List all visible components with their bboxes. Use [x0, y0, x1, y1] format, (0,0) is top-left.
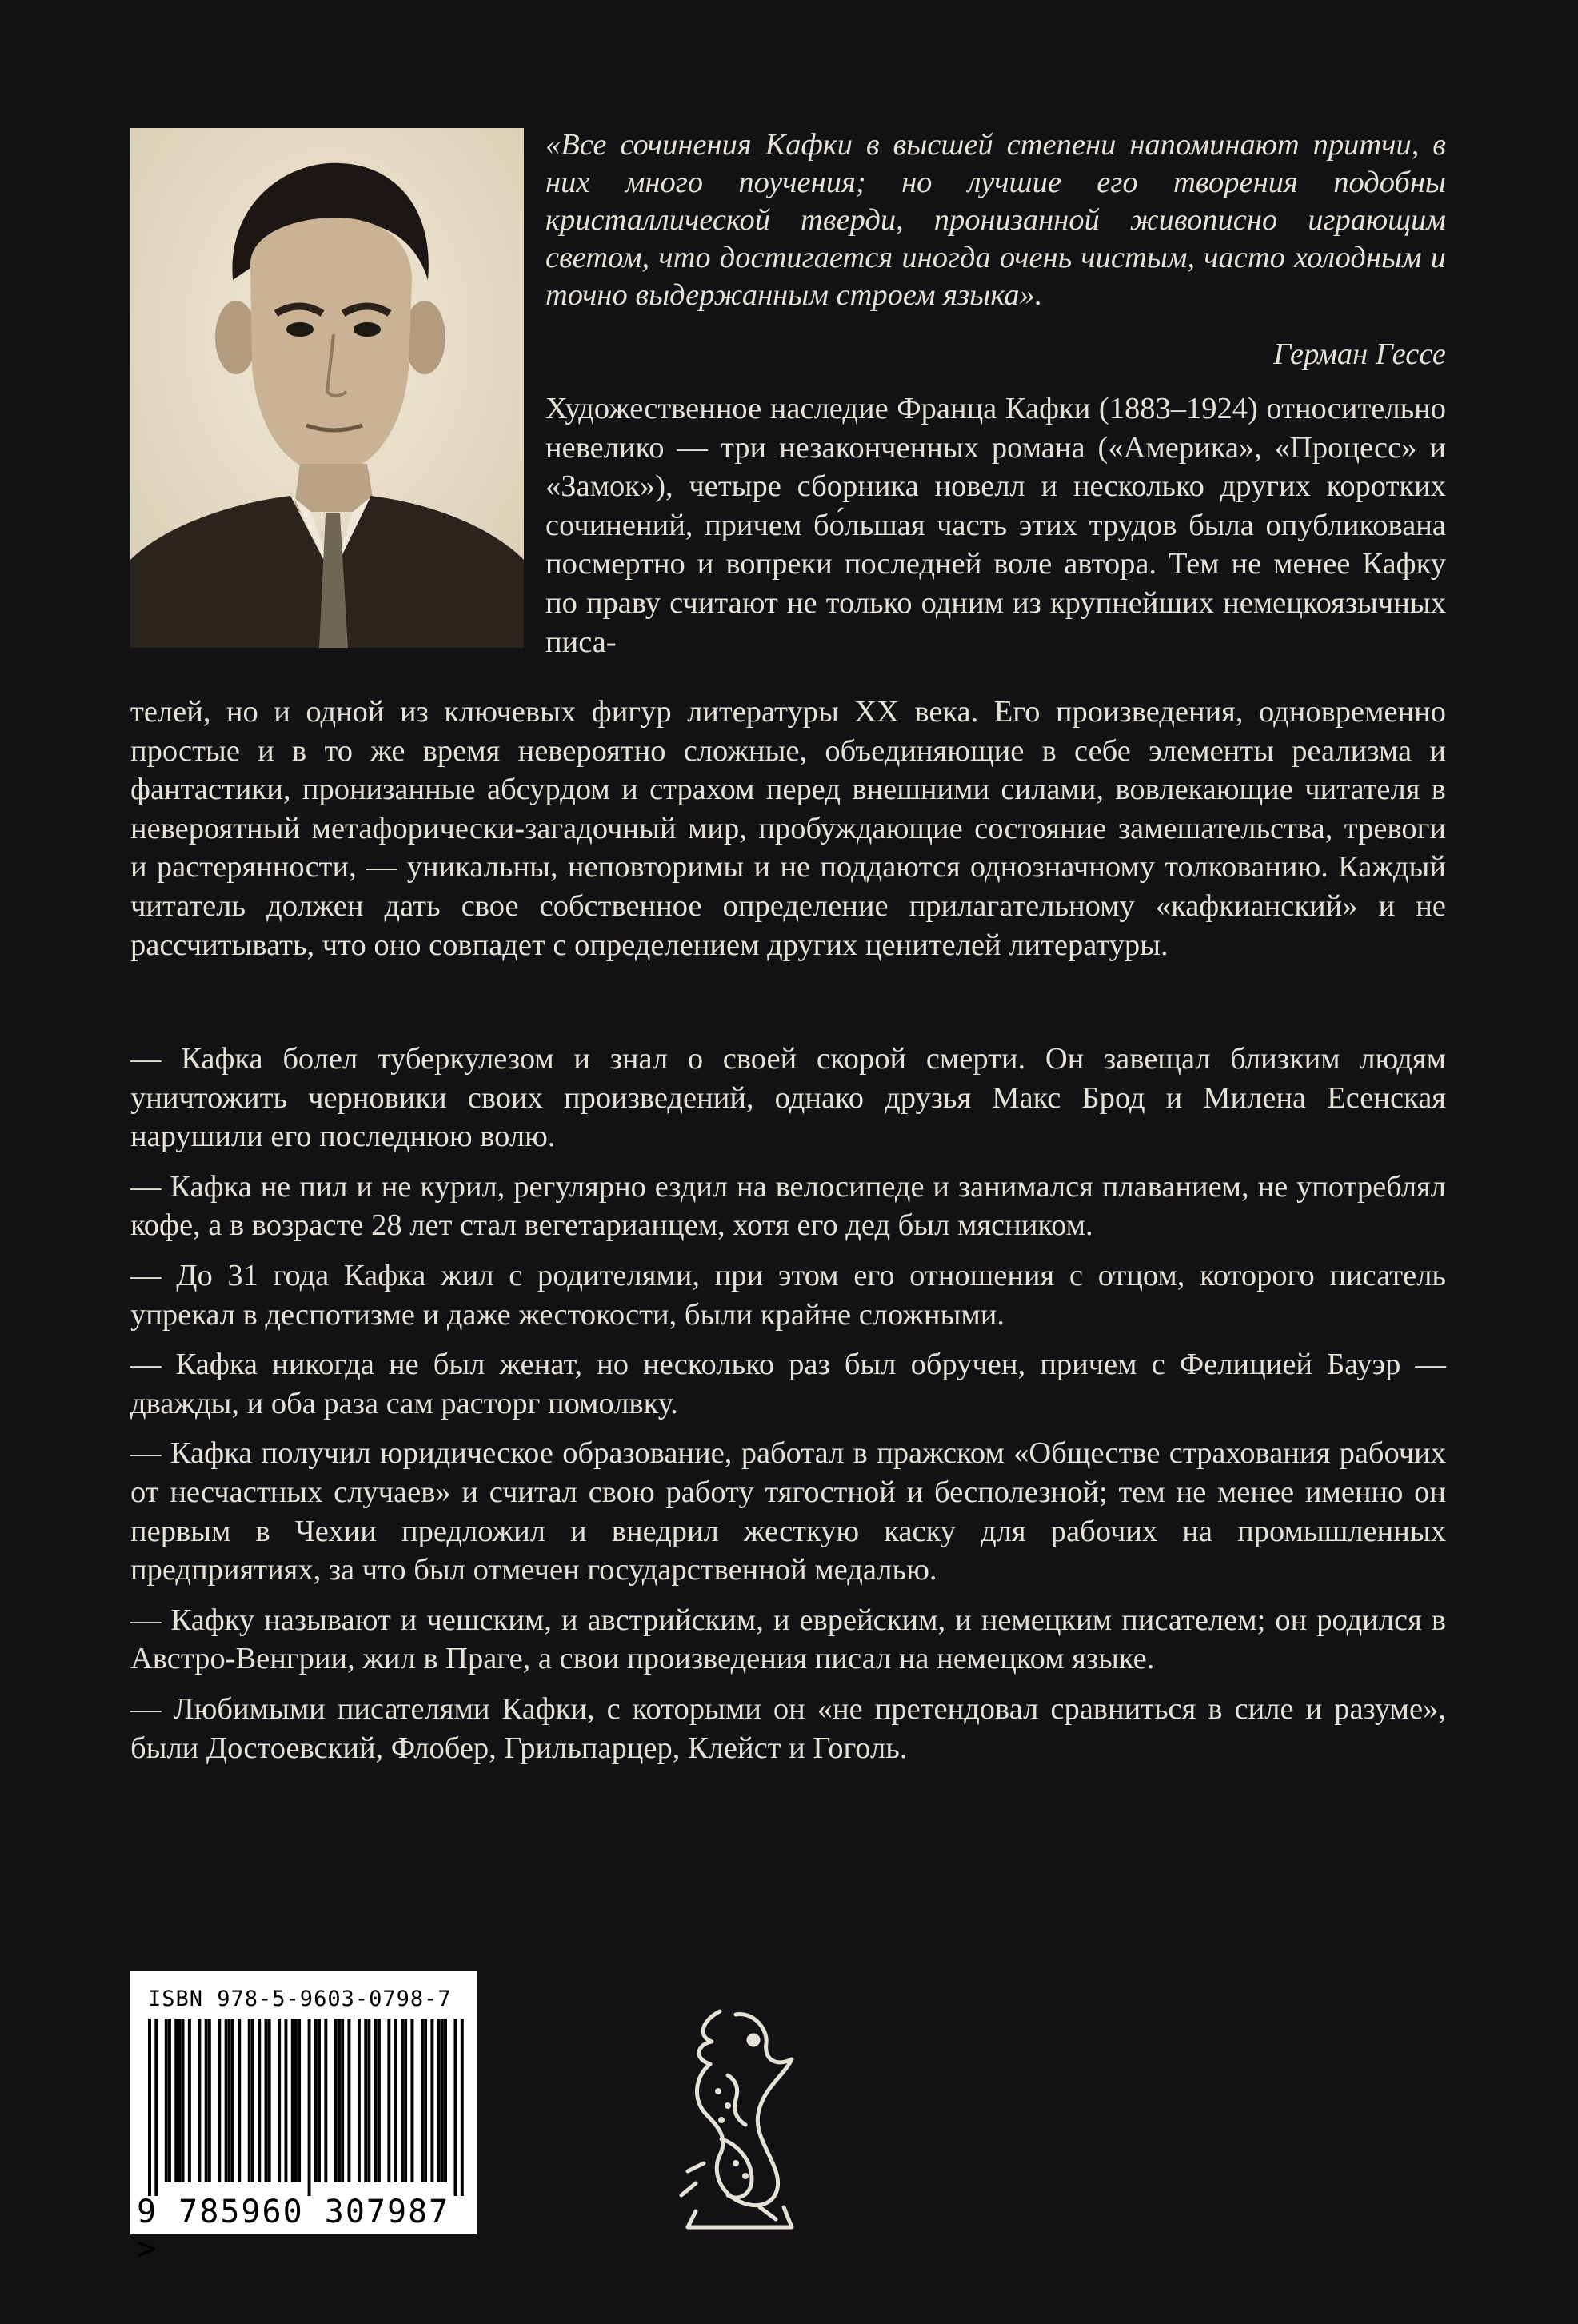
fact-item: — Кафка не пил и не курил, регулярно ездил на велосипеде и занимался плаванием, не употреблял кофе, а в возрасте 28 лет стал вегетарианцем, хотя его дед был мясником. — [130, 1169, 1446, 1243]
barcode-bar — [228, 2019, 231, 2182]
barcode-bar — [441, 2019, 444, 2182]
barcode-bar — [387, 2019, 390, 2182]
barcode-bar — [225, 2019, 228, 2182]
barcode-bar — [238, 2019, 241, 2182]
barcode-bar — [378, 2019, 381, 2182]
barcode-bar — [174, 2019, 178, 2182]
barcode-bar — [294, 2019, 298, 2182]
barcode-bar — [154, 2019, 158, 2196]
barcode-bar — [198, 2019, 201, 2182]
barcode-bar — [231, 2019, 234, 2182]
barcode-bar — [248, 2019, 251, 2182]
barcode-bar — [374, 2019, 378, 2182]
barcode-bar — [358, 2019, 361, 2182]
barcode-bar — [430, 2019, 433, 2182]
barcode-bar — [410, 2019, 413, 2182]
barcode-bar — [284, 2019, 287, 2182]
barcode-bar — [444, 2019, 447, 2182]
author-portrait-photo — [130, 128, 524, 648]
barcode-bar — [182, 2019, 185, 2182]
barcode-bar — [364, 2019, 367, 2182]
barcode-bar — [168, 2019, 171, 2182]
fact-item: — Кафку называют и чешским, и австрийским, и еврейским, и немецким писателем; он родился в Австро-Венгрии, жил в Праге, а свои произведения писал на немецком языке. — [130, 1603, 1446, 1676]
barcode-bar — [461, 2019, 464, 2196]
barcode-bar — [268, 2019, 271, 2182]
barcode-bar — [165, 2019, 168, 2182]
barcode-bar — [437, 2019, 441, 2182]
epigraph-author: Герман Гессе — [1273, 337, 1446, 371]
fact-item: — Любимыми писателями Кафки, с которыми он «не претендовал сравниться в силе и разуме», были Достоевский, Флобер, Грильпарцер, Клейст и Гоголь. — [130, 1691, 1446, 1765]
barcode-bar — [338, 2019, 341, 2182]
isbn-label: ISBN 978-5-9603-0798-7 — [148, 1987, 452, 2011]
epigraph-quote: «Все сочинения Кафки в высшей степени напоминают притчи, в них много поучения; но лучшие его творения подобны кристаллической тверди, пронизанной живописно играющим светом, что достигается иногда очень чистым, часто холодным и точно выдержанным строем языка». — [545, 128, 1446, 312]
barcode-bar — [324, 2019, 327, 2182]
barcode-bar — [401, 2019, 404, 2182]
publisher-dragon-logo — [672, 2003, 800, 2235]
barcode-bar — [341, 2019, 344, 2182]
fact-item: — До 31 года Кафка жил с родителями, при этом его отношения с отцом, которого писатель упрекал в деспотизме и даже жестокости, были крайне сложными. — [130, 1258, 1446, 1332]
intro-text-top-block — [545, 389, 1446, 661]
intro-paragraph-bottom: телей, но и одной из ключевых фигур литературы XX века. Его произведения, одновременно простые и в то же время невероятно сложные, объединяющие в себе элементы реализма и фантастики, пронизанные абсурдом и страхом перед внешними силами, вовлекающие читателя в невероятный метафорически-загадочный мир, пробуждающие состояние замешательства, тревоги и растерянности, — уникальны, неповторимы и не поддаются однозначному толкованию. Каждый читатель должен дать свое собственное определение прилагательному «кафкианский» и не рассчитывать, что оно совпадет с определением других ценителей литературы. — [130, 695, 1446, 962]
barcode-bar — [314, 2019, 318, 2182]
barcode-bar — [291, 2019, 294, 2182]
barcode-bar — [421, 2019, 424, 2182]
barcode-bar — [251, 2019, 254, 2182]
author-portrait — [130, 128, 524, 648]
barcode-bar — [218, 2019, 221, 2182]
barcode-bar — [148, 2019, 151, 2196]
barcode-bar — [265, 2019, 268, 2182]
barcode-bar — [188, 2019, 191, 2182]
barcode-bar — [318, 2019, 321, 2182]
barcode-bar — [367, 2019, 370, 2182]
facts-list — [130, 1040, 1446, 1779]
fact-item: — Кафка получил юридическое образование, работал в пражском «Обществе страхования рабочих от несчастных случаев» и считал свою работу тягостной и бесполезной; тем не менее именно он первым в Чехии предложил и внедрил жесткую каску для рабочих на промышленных предприятиях, за что был отмечен государственной медалью. — [130, 1436, 1446, 1587]
barcode-bar — [347, 2019, 350, 2182]
isbn-digits: 9 785960 307987 > — [137, 2194, 450, 2267]
barcode-bar — [278, 2019, 281, 2182]
barcode-bar — [208, 2019, 211, 2182]
barcode-graphic — [148, 2019, 464, 2196]
barcode-bar — [205, 2019, 208, 2182]
barcode-bar — [298, 2019, 301, 2182]
barcode-bar — [394, 2019, 397, 2182]
barcode-bar — [308, 2019, 311, 2196]
barcode-bar — [454, 2019, 457, 2196]
barcode-bar — [424, 2019, 427, 2182]
isbn-barcode-box — [130, 1971, 477, 2267]
fact-item: — Кафка болел туберкулезом и знал о своей скорой смерти. Он завещал близким людям уничтожить черновики своих произведений, однако друзья Макс Брод и Милена Есенская нарушили его последнюю волю. — [130, 1042, 1446, 1154]
barcode-bar — [258, 2019, 261, 2182]
barcode-bar — [404, 2019, 407, 2182]
barcode-bar — [334, 2019, 338, 2182]
barcode-bar — [178, 2019, 181, 2182]
intro-paragraph-top: Художественное наследие Франца Кафки (1883–1924) относительно невелико — три незаконченных романа («Америка», «Процесс» и «Замок»), четыре сборника новелл и несколько других коротких сочинений, причем бо́льшая часть этих трудов была опубликована посмертно и вопреки последней воле автора. Тем не менее Кафку по праву считают не только одним из крупнейших немецкоязычных писа- — [545, 392, 1446, 659]
fact-item: — Кафка никогда не был женат, но несколько раз был обручен, причем с Фелицией Бауэр — дважды, и оба раза сам расторг помолвку. — [130, 1348, 1446, 1420]
